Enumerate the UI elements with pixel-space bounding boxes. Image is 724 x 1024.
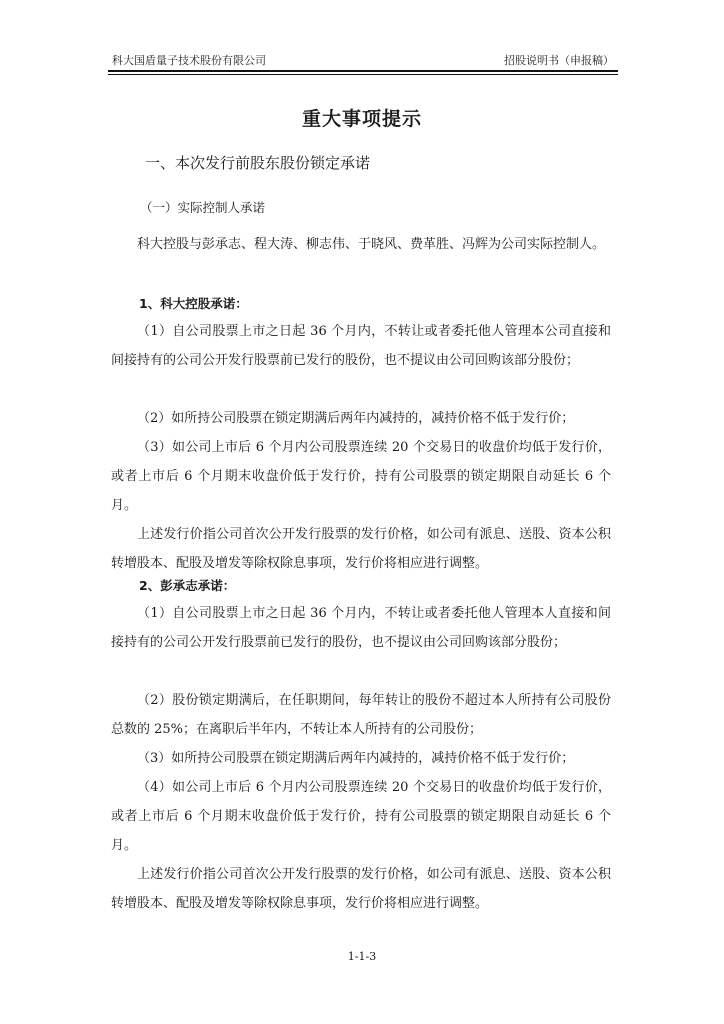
header-company-name: 科大国盾量子技术股份有限公司 bbox=[112, 54, 266, 67]
item-label-keda-holding: 1、科大控股承诺： bbox=[139, 296, 248, 311]
header-rule-thin bbox=[108, 74, 618, 75]
page-title: 重大事项提示 bbox=[301, 108, 422, 130]
paragraph: 上述发行价指公司首次公开发行股票的发行价格，如公司有派息、送股、资本公积转增股本、配股及增发等除权除息事项，发行价将相应进行调整。 bbox=[111, 867, 611, 911]
paragraph: （3）如公司上市后 6 个月内公司股票连续 20 个交易日的收盘价均低于发行价，或者上市后 6 个月期末收盘价低于发行价，持有公司股票的锁定期限自动延长 6 个月。 bbox=[111, 440, 611, 513]
paragraph: （3）如所持公司股票在锁定期满后两年内减持的，减持价格不低于发行价； bbox=[137, 751, 575, 766]
item-label-peng-chengzhi: 2、彭承志承诺： bbox=[139, 578, 236, 593]
intro-paragraph: 科大控股与彭承志、程大涛、柳志伟、于晓风、费革胜、冯辉为公司实际控制人。 bbox=[137, 237, 606, 252]
header-rule-thick bbox=[108, 70, 618, 72]
paragraph: （1）自公司股票上市之日起 36 个月内，不转让或者委托他人管理本人直接和间接持有的公司公开发行股票前已发行的股份，也不提议由公司回购该部分股份； bbox=[111, 606, 611, 650]
page-number: 1-1-3 bbox=[347, 950, 377, 963]
paragraph: 上述发行价指公司首次公开发行股票的发行价格，如公司有派息、送股、资本公积转增股本、配股及增发等除权除息事项，发行价将相应进行调整。 bbox=[111, 527, 611, 571]
section-heading: 一、本次发行前股东股份锁定承诺 bbox=[145, 154, 371, 172]
header-document-type: 招股说明书（申报稿） bbox=[504, 54, 614, 67]
subsection-heading: （一）实际控制人承诺 bbox=[140, 200, 266, 215]
paragraph: （2）如所持公司股票在锁定期满后两年内减持的，减持价格不低于发行价； bbox=[137, 411, 575, 426]
paragraph: （4）如公司上市后 6 个月内公司股票连续 20 个交易日的收盘价均低于发行价，或者上市后 6 个月期末收盘价低于发行价，持有公司股票的锁定期限自动延长 6 个月。 bbox=[111, 780, 611, 853]
page-header bbox=[108, 50, 618, 70]
paragraph: （1）自公司股票上市之日起 36 个月内，不转让或者委托他人管理本公司直接和间接持有的公司公开发行股票前已发行的股份，也不提议由公司回购该部分股份； bbox=[111, 324, 611, 368]
paragraph: （2）股份锁定期满后，在任职期间，每年转让的股份不超过本人所持有公司股份总数的 25%；在离职后半年内，不转让本人所持有的公司股份； bbox=[111, 693, 611, 737]
